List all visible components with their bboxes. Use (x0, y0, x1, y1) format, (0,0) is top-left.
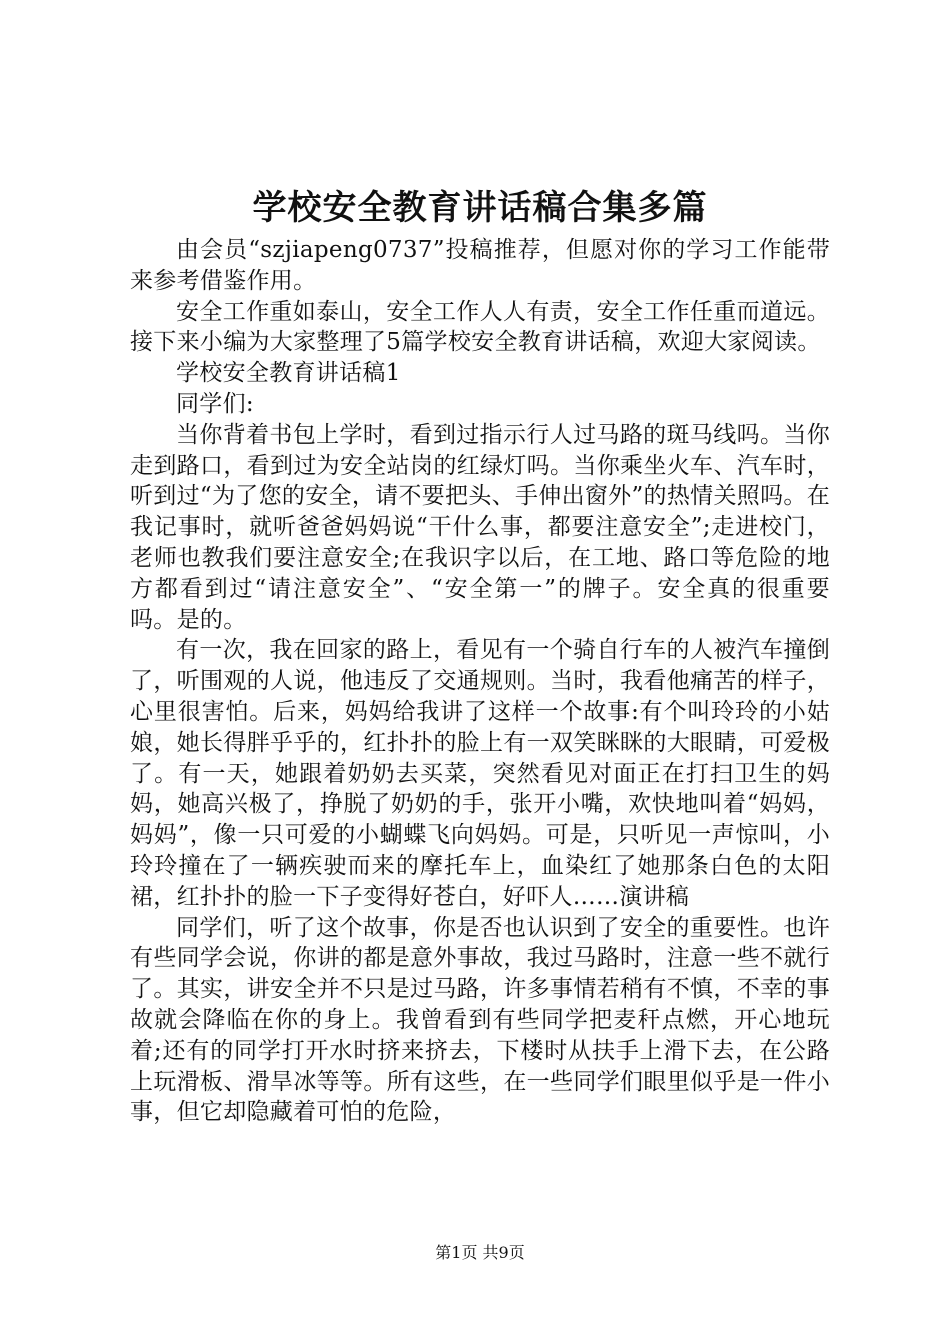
salutation: 同学们: (176, 390, 254, 417)
intro-paragraph: 由会员“szjiapeng0737”投稿推荐，但愿对你的学习工作能带来参考借鉴作用。 (130, 237, 830, 294)
body-paragraph: 有一次，我在回家的路上，看见有一个骑自行车的人被汽车撞倒了，听围观的人说，他违反了交通规则。当时，我看他痛苦的样子，心里很害怕。后来，妈妈给我讲了这样一个故事:有个叫玲玲的小姑娘，她长得胖乎乎的，红扑扑的脸上有一双笑眯眯的大眼睛，可爱极了。有一天，她跟着奶奶去买菜，突然看见对面正在打扫卫生的妈妈，她高兴极了，挣脱了奶奶的手，张开小嘴，欢快地叫着“妈妈，妈妈”，像一只可爱的小蝴蝶飞向妈妈。可是，只听见一声惊叫，小玲玲撞在了一辆疾驶而来的摩托车上，血染红了她那条白色的太阳裙，红扑扑的脸一下子变得好苍白，好吓人……演讲稿 (130, 637, 830, 910)
document-page (130, 0, 830, 1344)
intro-paragraph: 安全工作重如泰山，安全工作人人有责，安全工作任重而道远。接下来小编为大家整理了5篇学校安全教育讲话稿，欢迎大家阅读。 (130, 298, 830, 356)
page-footer: 第1页 共9页 (435, 1243, 525, 1262)
document-body (130, 235, 830, 1128)
section-heading: 学校安全教育讲话稿1 (176, 360, 401, 387)
body-paragraph: 同学们，听了这个故事，你是否也认识到了安全的重要性。也许有些同学会说，你讲的都是意外事故，我过马路时，注意一些不就行了。其实，讲安全并不只是过马路，许多事情若稍有不慎，不幸的事故就会降临在你的身上。我曾看到有些同学把麦秆点燃，开心地玩着;还有的同学打开水时挤来挤去，下楼时从扶手上滑下去，在公路上玩滑板、滑旱冰等等。所有这些，在一些同学们眼里似乎是一件小事，但它却隐藏着可怕的危险， (130, 914, 830, 1126)
document-title: 学校安全教育讲话稿合集多篇 (252, 188, 708, 228)
body-paragraph: 当你背着书包上学时，看到过指示行人过马路的斑马线吗。当你走到路口，看到过为安全站岗的红绿灯吗。当你乘坐火车、汽车时，听到过“为了您的安全，请不要把头、手伸出窗外”的热情关照吗。在我记事时，就听爸爸妈妈说“干什么事，都要注意安全”;走进校门，老师也教我们要注意安全;在我识字以后，在工地、路口等危险的地方都看到过“请注意安全”、“安全第一”的牌子。安全真的很重要吗。是的。 (130, 421, 830, 633)
